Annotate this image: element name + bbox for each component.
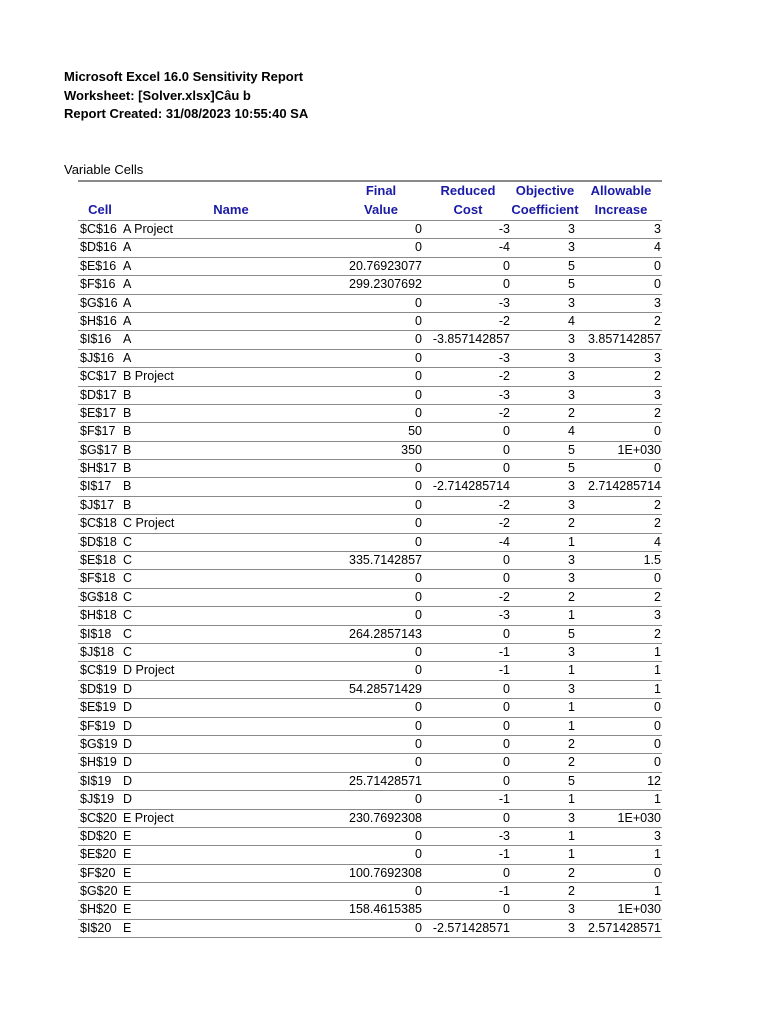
row-name: B Project — [123, 369, 174, 384]
row-objective-coefficient: 3 — [568, 332, 575, 347]
row-reduced-cost: 0 — [503, 902, 510, 917]
row-reduced-cost: -2 — [498, 497, 510, 512]
table-row — [78, 570, 662, 588]
row-name: E — [123, 902, 132, 917]
row-cell-ref: $E$20 — [80, 847, 117, 862]
row-reduced-cost: -2 — [498, 369, 510, 384]
row-reduced-cost: 0 — [503, 571, 510, 586]
row-reduced-cost: 0 — [503, 736, 510, 751]
row-allowable-increase: 1E+030 — [617, 810, 661, 825]
row-final-value: 0 — [415, 369, 422, 384]
row-cell-ref: $G$20 — [80, 884, 118, 899]
row-objective-coefficient: 3 — [568, 369, 575, 384]
row-cell-ref: $D$19 — [80, 681, 117, 696]
row-cell-ref: $D$16 — [80, 240, 117, 255]
row-cell-ref: $J$16 — [80, 350, 115, 365]
row-allowable-increase: 3 — [654, 350, 661, 365]
row-cell-ref: $D$20 — [80, 828, 117, 843]
row-allowable-increase: 1 — [654, 847, 661, 862]
table-row — [78, 552, 662, 570]
row-objective-coefficient: 5 — [568, 277, 575, 292]
row-final-value: 0 — [415, 405, 422, 420]
row-reduced-cost: -1 — [498, 663, 510, 678]
row-name: C — [123, 626, 133, 641]
row-final-value: 0 — [415, 663, 422, 678]
row-objective-coefficient: 3 — [568, 902, 575, 917]
row-final-value: 0 — [415, 516, 422, 531]
table-row — [78, 662, 662, 680]
row-allowable-increase: 3 — [654, 295, 661, 310]
row-name: A Project — [123, 222, 174, 236]
row-final-value: 350 — [401, 442, 422, 457]
row-cell-ref: $F$19 — [80, 718, 116, 733]
row-allowable-increase: 1 — [654, 884, 661, 899]
row-cell-ref: $C$18 — [80, 516, 117, 531]
row-allowable-increase: 0 — [654, 718, 661, 733]
row-final-value: 0 — [415, 792, 422, 807]
row-name: D — [123, 792, 133, 807]
header-objective-coefficient: Objective Coefficient — [511, 183, 579, 217]
row-reduced-cost: -3 — [498, 387, 510, 402]
row-reduced-cost: -3 — [498, 350, 510, 365]
row-final-value: 0 — [415, 313, 422, 328]
row-objective-coefficient: 2 — [568, 589, 575, 604]
row-final-value: 0 — [415, 534, 422, 549]
row-name: B — [123, 405, 132, 420]
row-objective-coefficient: 4 — [568, 424, 575, 439]
row-final-value: 264.2857143 — [349, 626, 422, 641]
row-name: C — [123, 571, 133, 586]
row-final-value: 0 — [415, 608, 422, 623]
row-name: B — [123, 442, 132, 457]
table-row — [78, 865, 662, 883]
table-row — [78, 699, 662, 717]
row-objective-coefficient: 3 — [568, 553, 575, 568]
row-cell-ref: $G$17 — [80, 442, 118, 457]
row-allowable-increase: 0 — [654, 424, 661, 439]
row-cell-ref: $H$19 — [80, 755, 117, 770]
row-final-value: 54.28571429 — [349, 681, 422, 696]
table-row — [78, 387, 662, 405]
row-allowable-increase: 0 — [654, 258, 661, 273]
row-final-value: 20.76923077 — [349, 258, 422, 273]
report-header — [64, 68, 308, 124]
row-objective-coefficient: 3 — [568, 222, 575, 236]
row-allowable-increase: 0 — [654, 571, 661, 586]
row-objective-coefficient: 5 — [568, 258, 575, 273]
row-objective-coefficient: 5 — [568, 773, 575, 788]
row-allowable-increase: 4 — [654, 240, 661, 255]
row-objective-coefficient: 3 — [568, 295, 575, 310]
row-objective-coefficient: 1 — [568, 847, 575, 862]
row-reduced-cost: 0 — [503, 461, 510, 476]
row-final-value: 0 — [415, 755, 422, 770]
table-row — [78, 313, 662, 331]
row-reduced-cost: 0 — [503, 681, 510, 696]
table-row — [78, 423, 662, 441]
row-objective-coefficient: 1 — [568, 718, 575, 733]
worksheet-line: Worksheet: [Solver.xlsx]Câu b — [64, 87, 251, 103]
row-allowable-increase: 2 — [654, 405, 661, 420]
row-allowable-increase: 0 — [654, 700, 661, 715]
row-cell-ref: $G$18 — [80, 589, 118, 604]
row-final-value: 230.7692308 — [349, 810, 422, 825]
row-cell-ref: $H$20 — [80, 902, 117, 917]
table-row — [78, 920, 662, 938]
row-final-value: 0 — [415, 387, 422, 402]
row-objective-coefficient: 3 — [568, 350, 575, 365]
row-name: D — [123, 736, 133, 751]
row-objective-coefficient: 3 — [568, 920, 575, 935]
row-allowable-increase: 3.857142857 — [588, 332, 661, 347]
row-allowable-increase: 0 — [654, 461, 661, 476]
row-objective-coefficient: 5 — [568, 626, 575, 641]
table-row — [78, 368, 662, 386]
row-objective-coefficient: 1 — [568, 792, 575, 807]
row-name: E Project — [123, 810, 174, 825]
table-row — [78, 350, 662, 368]
row-cell-ref: $E$16 — [80, 258, 117, 273]
row-reduced-cost: -1 — [498, 884, 510, 899]
row-allowable-increase: 2 — [654, 497, 661, 512]
row-final-value: 0 — [415, 736, 422, 751]
row-objective-coefficient: 3 — [568, 240, 575, 255]
row-final-value: 0 — [415, 571, 422, 586]
row-reduced-cost: 0 — [503, 700, 510, 715]
row-cell-ref: $I$20 — [80, 920, 112, 935]
header-final-value: Final Value — [364, 183, 398, 217]
row-name: E — [123, 865, 132, 880]
row-objective-coefficient: 2 — [568, 405, 575, 420]
table-row — [78, 883, 662, 901]
row-allowable-increase: 0 — [654, 755, 661, 770]
variable-cells-table — [78, 180, 662, 938]
row-cell-ref: $D$17 — [80, 387, 117, 402]
row-reduced-cost: 0 — [503, 553, 510, 568]
row-objective-coefficient: 1 — [568, 663, 575, 678]
row-cell-ref: $C$20 — [80, 810, 117, 825]
row-objective-coefficient: 3 — [568, 810, 575, 825]
row-reduced-cost: 0 — [503, 773, 510, 788]
row-objective-coefficient: 3 — [568, 387, 575, 402]
row-reduced-cost: -3 — [498, 222, 510, 236]
row-objective-coefficient: 2 — [568, 516, 575, 531]
row-name: C — [123, 589, 133, 604]
row-reduced-cost: -2 — [498, 516, 510, 531]
row-objective-coefficient: 4 — [568, 313, 575, 328]
row-final-value: 0 — [415, 479, 422, 494]
table-row — [78, 239, 662, 257]
row-allowable-increase: 2.714285714 — [588, 479, 661, 494]
table-row — [78, 258, 662, 276]
row-cell-ref: $F$17 — [80, 424, 116, 439]
table-row — [78, 460, 662, 478]
row-objective-coefficient: 3 — [568, 479, 575, 494]
header-cell: Cell — [88, 202, 112, 217]
row-final-value: 0 — [415, 350, 422, 365]
table-row — [78, 901, 662, 919]
row-reduced-cost: 0 — [503, 718, 510, 733]
row-allowable-increase: 0 — [654, 736, 661, 751]
row-objective-coefficient: 2 — [568, 865, 575, 880]
section-title: Variable Cells — [64, 162, 144, 177]
table-row — [78, 515, 662, 533]
row-allowable-increase: 2 — [654, 626, 661, 641]
table-row — [78, 221, 662, 239]
row-name: B — [123, 461, 132, 476]
table-row — [78, 534, 662, 552]
row-name: D — [123, 755, 133, 770]
row-name: A — [123, 240, 132, 255]
row-cell-ref: $I$19 — [80, 773, 112, 788]
row-allowable-increase: 1 — [654, 663, 661, 678]
row-name: D Project — [123, 663, 175, 678]
row-objective-coefficient: 3 — [568, 497, 575, 512]
row-final-value: 299.2307692 — [349, 277, 422, 292]
row-name: C — [123, 608, 133, 623]
row-reduced-cost: 0 — [503, 755, 510, 770]
table-row — [78, 810, 662, 828]
row-cell-ref: $I$18 — [80, 626, 112, 641]
row-cell-ref: $G$19 — [80, 736, 118, 751]
row-final-value: 0 — [415, 828, 422, 843]
row-allowable-increase: 2 — [654, 516, 661, 531]
row-allowable-increase: 1 — [654, 681, 661, 696]
row-allowable-increase: 2 — [654, 313, 661, 328]
row-final-value: 0 — [415, 295, 422, 310]
row-cell-ref: $H$16 — [80, 313, 117, 328]
row-final-value: 0 — [415, 332, 422, 347]
row-cell-ref: $J$19 — [80, 792, 115, 807]
row-reduced-cost: -2 — [498, 589, 510, 604]
row-reduced-cost: 0 — [503, 626, 510, 641]
row-objective-coefficient: 2 — [568, 736, 575, 751]
row-reduced-cost: -3 — [498, 295, 510, 310]
row-allowable-increase: 0 — [654, 865, 661, 880]
row-cell-ref: $F$16 — [80, 277, 116, 292]
row-final-value: 0 — [415, 847, 422, 862]
table-row — [78, 497, 662, 515]
row-name: C — [123, 553, 133, 568]
row-final-value: 158.4615385 — [349, 902, 422, 917]
row-name: A — [123, 332, 132, 347]
row-cell-ref: $C$16 — [80, 222, 117, 236]
row-final-value: 0 — [415, 461, 422, 476]
row-final-value: 0 — [415, 589, 422, 604]
row-reduced-cost: -3.857142857 — [432, 332, 510, 347]
table-row — [78, 626, 662, 644]
row-final-value: 0 — [415, 718, 422, 733]
header-reduced-cost: Reduced Cost — [440, 183, 496, 217]
row-reduced-cost: -2 — [498, 405, 510, 420]
row-objective-coefficient: 2 — [568, 755, 575, 770]
row-reduced-cost: 0 — [503, 442, 510, 457]
row-cell-ref: $D$18 — [80, 534, 117, 549]
row-allowable-increase: 2 — [654, 369, 661, 384]
row-reduced-cost: 0 — [503, 810, 510, 825]
row-name: E — [123, 884, 132, 899]
table-row — [78, 644, 662, 662]
row-name: B — [123, 497, 132, 512]
row-cell-ref: $E$19 — [80, 700, 117, 715]
row-final-value: 25.71428571 — [349, 773, 422, 788]
row-objective-coefficient: 3 — [568, 644, 575, 659]
row-cell-ref: $I$17 — [80, 479, 112, 494]
row-cell-ref: $J$17 — [80, 497, 115, 512]
row-final-value: 335.7142857 — [349, 553, 422, 568]
row-name: A — [123, 350, 132, 365]
row-cell-ref: $H$18 — [80, 608, 117, 623]
row-allowable-increase: 0 — [654, 277, 661, 292]
table-row — [78, 442, 662, 460]
row-reduced-cost: -1 — [498, 792, 510, 807]
row-name: D — [123, 700, 133, 715]
table-row — [78, 828, 662, 846]
row-allowable-increase: 12 — [647, 773, 661, 788]
row-reduced-cost: 0 — [503, 865, 510, 880]
row-reduced-cost: 0 — [503, 424, 510, 439]
row-final-value: 0 — [415, 497, 422, 512]
row-allowable-increase: 3 — [654, 222, 661, 236]
row-allowable-increase: 2.571428571 — [588, 920, 661, 935]
row-allowable-increase: 1E+030 — [617, 442, 661, 457]
row-allowable-increase: 3 — [654, 828, 661, 843]
row-cell-ref: $J$18 — [80, 644, 115, 659]
table-row — [78, 276, 662, 294]
row-reduced-cost: 0 — [503, 258, 510, 273]
row-final-value: 0 — [415, 884, 422, 899]
row-reduced-cost: -3 — [498, 828, 510, 843]
row-allowable-increase: 1 — [654, 644, 661, 659]
table-row — [78, 607, 662, 625]
row-allowable-increase: 2 — [654, 589, 661, 604]
row-cell-ref: $F$18 — [80, 571, 116, 586]
row-cell-ref: $G$16 — [80, 295, 118, 310]
row-objective-coefficient: 2 — [568, 884, 575, 899]
row-objective-coefficient: 3 — [568, 681, 575, 696]
row-objective-coefficient: 5 — [568, 461, 575, 476]
row-name: B — [123, 424, 132, 439]
row-reduced-cost: -2 — [498, 313, 510, 328]
row-name: D — [123, 681, 133, 696]
row-cell-ref: $C$17 — [80, 369, 117, 384]
table-row — [78, 791, 662, 809]
header-name: Name — [213, 202, 249, 217]
table-row — [78, 295, 662, 313]
row-name: A — [123, 258, 132, 273]
table-row — [78, 681, 662, 699]
row-name: B — [123, 387, 132, 402]
row-name: B — [123, 479, 132, 494]
row-cell-ref: $I$16 — [80, 332, 112, 347]
table-row — [78, 773, 662, 791]
row-name: C — [123, 534, 133, 549]
row-name: E — [123, 920, 132, 935]
row-name: C Project — [123, 516, 175, 531]
row-reduced-cost: 0 — [503, 277, 510, 292]
table-row — [78, 478, 662, 496]
table-row — [78, 331, 662, 349]
table-body — [78, 221, 662, 938]
row-allowable-increase: 1E+030 — [617, 902, 661, 917]
row-final-value: 0 — [415, 700, 422, 715]
row-allowable-increase: 1 — [654, 792, 661, 807]
row-allowable-increase: 3 — [654, 387, 661, 402]
row-name: A — [123, 313, 132, 328]
row-final-value: 100.7692308 — [349, 865, 422, 880]
row-name: E — [123, 828, 132, 843]
header-allowable-increase: Allowable Increase — [590, 183, 652, 217]
row-allowable-increase: 1.5 — [643, 553, 661, 568]
table-row — [78, 405, 662, 423]
row-objective-coefficient: 1 — [568, 828, 575, 843]
row-name: D — [123, 718, 133, 733]
table-row — [78, 846, 662, 864]
row-final-value: 50 — [408, 424, 422, 439]
row-allowable-increase: 3 — [654, 608, 661, 623]
table-row — [78, 718, 662, 736]
row-objective-coefficient: 1 — [568, 534, 575, 549]
row-name: A — [123, 277, 132, 292]
row-objective-coefficient: 3 — [568, 571, 575, 586]
table-column-headers — [78, 182, 662, 221]
row-cell-ref: $E$18 — [80, 553, 117, 568]
row-reduced-cost: -4 — [498, 240, 510, 255]
row-objective-coefficient: 1 — [568, 608, 575, 623]
table-row — [78, 589, 662, 607]
report-title: Microsoft Excel 16.0 Sensitivity Report — [64, 69, 304, 84]
row-reduced-cost: -4 — [498, 534, 510, 549]
row-objective-coefficient: 5 — [568, 442, 575, 457]
table-row — [78, 736, 662, 754]
row-reduced-cost: -3 — [498, 608, 510, 623]
row-final-value: 0 — [415, 644, 422, 659]
row-name: E — [123, 847, 132, 862]
row-reduced-cost: -1 — [498, 847, 510, 862]
row-reduced-cost: -2.571428571 — [432, 920, 510, 935]
row-objective-coefficient: 1 — [568, 700, 575, 715]
row-cell-ref: $H$17 — [80, 461, 117, 476]
row-final-value: 0 — [415, 240, 422, 255]
row-reduced-cost: -2.714285714 — [432, 479, 510, 494]
table-row — [78, 754, 662, 772]
row-name: D — [123, 773, 133, 788]
row-cell-ref: $F$20 — [80, 865, 116, 880]
row-final-value: 0 — [415, 920, 422, 935]
row-final-value: 0 — [415, 222, 422, 236]
row-allowable-increase: 4 — [654, 534, 661, 549]
row-reduced-cost: -1 — [498, 644, 510, 659]
report-created-line: Report Created: 31/08/2023 10:55:40 SA — [64, 106, 309, 121]
row-name: C — [123, 644, 133, 659]
row-cell-ref: $E$17 — [80, 405, 117, 420]
row-name: A — [123, 295, 132, 310]
row-cell-ref: $C$19 — [80, 663, 117, 678]
